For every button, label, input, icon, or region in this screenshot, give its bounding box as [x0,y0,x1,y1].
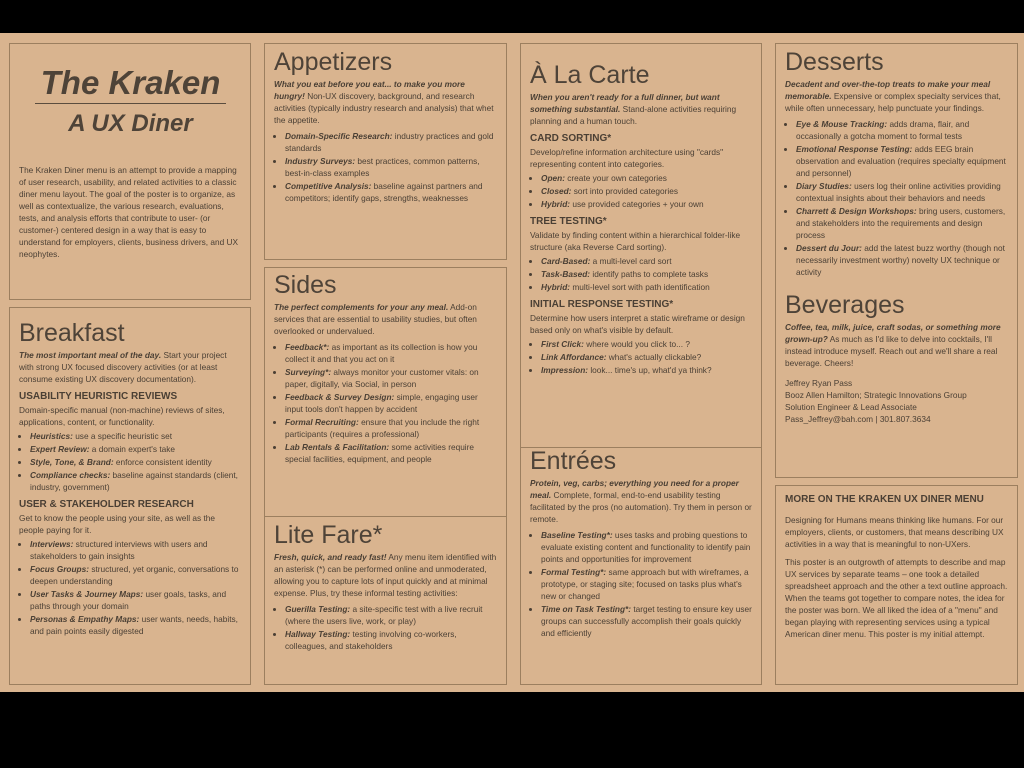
lite-fare-tagline-text: Any menu item identified with an asterisk (*) can be performed online and unmoderated, allowing you to capture lots of input quickly and at minimal expense. Plus, try these informal testing activities: [274,552,497,598]
desserts-item [796,242,1009,278]
sides-item-name: Feedback*: [285,342,330,352]
breakfast-subsection-heading: USER & STAKEHOLDER RESEARCH [19,499,194,510]
a-la-carte-item-text: look... time's up, what'd ya think? [588,365,712,375]
a-la-carte-item [541,172,753,184]
breakfast-item-text: a domain expert's take [89,444,176,454]
a-la-carte-panel [520,43,762,448]
lite-fare-item [285,603,498,627]
a-la-carte-subsection-desc: Develop/refine information architecture using "cards" representing content into categories. [530,147,724,169]
breakfast-item-name: Style, Tone, & Brand: [30,457,114,467]
contact-block [785,377,1009,425]
entrees-item [541,529,753,565]
appetizers-item-text: best practices, common patterns, best-in-class examples [285,156,480,178]
a-la-carte-item [541,255,753,267]
intro-panel [9,43,251,300]
breakfast-subsections [19,391,242,637]
desserts-panel [775,43,1018,478]
breakfast-subsection-list [19,538,242,637]
lite-fare-item-name: Hallway Testing: [285,629,351,639]
breakfast-subsection-heading: USABILITY HEURISTIC REVIEWS [19,391,178,402]
breakfast-item-name: Compliance checks: [30,470,111,480]
poster-title: The Kraken [40,64,221,101]
appetizers-item [285,130,498,154]
desserts-item-text: adds EEG brain observation and evaluation (requires specialty equipment and personnel) [796,144,1006,178]
lite-fare-item-name: Guerilla Testing: [285,604,351,614]
title-divider [35,103,226,104]
breakfast-item-text: user goals, tasks, and paths through your domain [30,589,227,611]
contact-email-phone: Pass_Jeffrey@bah.com | 301.807.3634 [785,414,931,424]
breakfast-item [30,538,242,562]
breakfast-item-text: structured interviews with users and stakeholders to gain insights [30,539,208,561]
entrees-item-text: same approach but with wireframes, a prototype, or staging site; focused on tasks plus what's new or changed [541,567,749,601]
entrees-tagline-text: Complete, formal, end-to-end usability testing facilitated by the pros (no automation). Try them in person or remote. [530,490,752,524]
a-la-carte-tagline-bold: When you aren't ready for a full dinner, but want something substantial. [530,92,720,114]
sides-item-text: as important as its collection is how you collect it and that you act on it [285,342,478,364]
a-la-carte-item-name: Closed: [541,186,572,196]
desserts-item-name: Eye & Mouse Tracking: [796,119,888,129]
a-la-carte-subsections [530,133,753,376]
desserts-item [796,118,1009,142]
desserts-tagline [785,78,1009,114]
a-la-carte-subsection-desc: Validate by finding content within a hierarchical folder-like structure (aka Reverse Card sorting). [530,230,741,252]
desserts-item-text: users log their online activities providing contextual insights about their behaviors and needs [796,181,1001,203]
breakfast-item [30,469,242,493]
appetizers-item-name: Industry Surveys: [285,156,356,166]
entrees-tagline [530,477,753,525]
a-la-carte-item-name: Open: [541,173,565,183]
a-la-carte-tagline-text: Stand-alone activities requiring planning and a human touch. [530,104,737,126]
appetizers-item-text: baseline against partners and competitors; identify gaps, strengths, weaknesses [285,181,483,203]
more-info-paragraph-2: This poster is an outgrowth of attempts to describe and map UX services by separate teams – one took a detailed spreadsheet approach and the other a text outline approach. When the teams got together to compare notes, the idea for the poster was born. We all liked the idea of a "menu" and began playing with representing services using a typical American diner menu. This poster is my initial attempt. [785,557,1008,639]
a-la-carte-subsection-list [530,255,753,293]
a-la-carte-item-name: Link Affordance: [541,352,607,362]
beverages-title: Beverages [785,291,905,319]
breakfast-tagline-text: Start your project with strong UX focused discovery activities (or at least consume existing UX discovery documentation). [19,350,227,384]
lite-fare-item [285,628,498,652]
breakfast-item-text: structured, yet organic, conversations to deepen understanding [30,564,239,586]
sides-title: Sides [274,271,337,299]
desserts-item-text: bring users, customers, and stakeholders into the requirements and design process [796,206,1006,240]
breakfast-item [30,613,242,637]
beverages-tagline [785,321,1009,369]
a-la-carte-item-name: Hybrid: [541,282,571,292]
appetizers-tagline [274,78,498,126]
breakfast-tagline [19,349,242,385]
a-la-carte-item-name: Hybrid: [541,199,571,209]
breakfast-subsection-list [19,430,242,493]
entrees-item-name: Baseline Testing*: [541,530,613,540]
appetizers-title: Appetizers [274,48,393,76]
sides-item-text: ensure that you include the right participants (requires a professional) [285,417,480,439]
a-la-carte-subsection-heading: TREE TESTING* [530,216,607,227]
a-la-carte-item [541,281,753,293]
sides-tagline-bold: The perfect complements for your any meal. [274,302,449,312]
entrees-panel [520,448,762,685]
desserts-tagline-bold: Decadent and over-the-top treats to make your meal memorable. [785,79,991,101]
breakfast-title: Breakfast [19,319,125,347]
entrees-list [530,529,753,639]
desserts-item-name: Charrett & Design Workshops: [796,206,917,216]
breakfast-item-name: Expert Review: [30,444,90,454]
breakfast-item-text: enforce consistent identity [113,457,212,467]
contact-role: Solution Engineer & Lead Associate [785,402,917,412]
a-la-carte-item-text: what's actually clickable? [606,352,702,362]
appetizers-item-name: Competitive Analysis: [285,181,372,191]
a-la-carte-subsection-desc: Determine how users interpret a static wireframe or design based only on what's visible by default. [530,313,745,335]
a-la-carte-item-name: Impression: [541,365,589,375]
breakfast-subsection-desc: Get to know the people using your site, as well as the people paying for it. [19,513,216,535]
sides-item-text: simple, engaging user input tools don't happen by accident [285,392,478,414]
a-la-carte-tagline [530,91,753,127]
lite-fare-title: Lite Fare* [274,521,383,549]
entrees-item-text: uses tasks and probing questions to evaluate existing content and functionality to identify pain points and opportunities for improvement [541,530,751,564]
breakfast-item [30,443,242,455]
a-la-carte-item-text: multi-level sort with path identification [570,282,710,292]
breakfast-subsection-desc: Domain-specific manual (non-machine) reviews of sites, applications, content, or functionality. [19,405,225,427]
desserts-item [796,143,1009,179]
entrees-item [541,566,753,602]
sides-item-name: Feedback & Survey Design: [285,392,395,402]
more-info-paragraph-1: Designing for Humans means thinking like humans. For our employers, clients, or customers, that means describing UX activities in a way that is meaningful to non-UXers. [785,515,1004,549]
a-la-carte-item [541,268,753,280]
lite-fare-tagline-bold: Fresh, quick, and ready fast! [274,552,387,562]
lite-fare-tagline [274,551,498,599]
desserts-item-text: adds drama, flair, and occasionally a gotcha moment to formal tests [796,119,970,141]
breakfast-item-text: user wants, needs, habits, and pain points easily digested [30,614,238,636]
a-la-carte-subsection-heading: INITIAL RESPONSE TESTING* [530,299,674,310]
a-la-carte-item-name: First Click: [541,339,584,349]
diner-menu-poster [0,33,1024,692]
sides-tagline [274,301,498,337]
a-la-carte-subsection-list [530,338,753,376]
sides-item [285,441,498,465]
a-la-carte-item-name: Card-Based: [541,256,591,266]
a-la-carte-item-name: Task-Based: [541,269,591,279]
breakfast-item-name: User Tasks & Journey Maps: [30,589,144,599]
a-la-carte-item-text: a multi-level card sort [590,256,672,266]
intro-text: The Kraken Diner menu is an attempt to provide a mapping of user research, usability, and related activities to a classic diner menu layout. The goal of the poster is to organize, as well as contextualize, the various research, evaluations, tests, and analysis efforts that contribute to user- (or customer-) centered design in a way that is easy to understand for employers, clients, business drivers, and UX neophytes. [19,165,239,259]
a-la-carte-item [541,198,753,210]
breakfast-item-name: Personas & Empathy Maps: [30,614,140,624]
appetizers-item-text: industry practices and gold standards [285,131,494,153]
sides-item-name: Formal Recruiting: [285,417,359,427]
breakfast-panel [9,307,251,685]
a-la-carte-item [541,364,753,376]
breakfast-item-name: Focus Groups: [30,564,90,574]
breakfast-item [30,430,242,442]
a-la-carte-item-text: identify paths to complete tasks [590,269,709,279]
a-la-carte-item [541,338,753,350]
sides-item [285,391,498,415]
contact-name: Jeffrey Ryan Pass [785,378,853,388]
a-la-carte-item-text: use provided categories + your own [570,199,704,209]
a-la-carte-subsection-list [530,172,753,210]
contact-org: Booz Allen Hamilton; Strategic Innovations Group [785,390,967,400]
appetizers-tagline-bold: What you eat before you eat... to make you more hungry! [274,79,465,101]
entrees-tagline-bold: Protein, veg, carbs; everything you need for a proper meal. [530,478,739,500]
appetizers-item [285,155,498,179]
entrees-item-text: target testing to ensure key user groups can successfully accomplish their goals quickly and efficiently [541,604,752,638]
desserts-title: Desserts [785,48,884,76]
entrees-title: Entrées [530,448,617,475]
appetizers-list [274,130,498,204]
breakfast-item-text: use a specific heuristic set [72,431,173,441]
desserts-item-text: add the latest buzz worthy (though not necessarily investment worthy) novelty UX technique or activity [796,243,1005,277]
breakfast-item [30,588,242,612]
more-info-heading: MORE ON THE KRAKEN UX DINER MENU [785,494,984,505]
breakfast-item [30,563,242,587]
sides-item [285,366,498,390]
a-la-carte-subsection-heading: CARD SORTING* [530,133,612,144]
appetizers-item-name: Domain-Specific Research: [285,131,393,141]
sides-item-text: some activities require special facilities, equipment, and people [285,442,475,464]
desserts-tagline-text: Expensive or complex specialty services that, while often unnecessary, help punctuate your findings. [785,91,1001,113]
beverages-tagline-text: As much as I'd like to delve into cocktails, I'll instead introduce myself. Reach out and we'll share a real beverage. Cheers! [785,334,998,368]
breakfast-item-name: Heuristics: [30,431,73,441]
sides-item-name: Surveying*: [285,367,332,377]
sides-list [274,341,498,465]
sides-item [285,341,498,365]
desserts-list [785,118,1009,278]
desserts-item-name: Emotional Response Testing: [796,144,913,154]
entrees-item-name: Formal Testing*: [541,567,607,577]
breakfast-item-text: baseline against standards (client, industry, government) [30,470,238,492]
desserts-item [796,205,1009,241]
entrees-item [541,603,753,639]
breakfast-tagline-bold: The most important meal of the day. [19,350,162,360]
entrees-item-name: Time on Task Testing*: [541,604,632,614]
sides-panel [264,267,507,517]
sides-item [285,416,498,440]
sides-tagline-text: Add-on services that are essential to usability studies, but often overlooked or undervalued. [274,302,477,336]
appetizers-item [285,180,498,204]
desserts-item-name: Diary Studies: [796,181,852,191]
lite-fare-item-text: testing involving co-workers, colleagues, and stakeholders [285,629,457,651]
poster-subtitle: A UX Diner [68,110,193,137]
a-la-carte-item-text: sort into provided categories [571,186,678,196]
appetizers-tagline-text: Non-UX discovery, background, and research activities (typically industry research and analysis) that whet the appetite. [274,91,494,125]
a-la-carte-item [541,185,753,197]
a-la-carte-item-text: where would you click to... ? [583,339,690,349]
a-la-carte-item [541,351,753,363]
a-la-carte-title: À La Carte [530,61,650,89]
desserts-item [796,180,1009,204]
lite-fare-list [274,603,498,652]
sides-item-name: Lab Rentals & Facilitation: [285,442,390,452]
breakfast-item-name: Interviews: [30,539,74,549]
lite-fare-item-text: a site-specific test with a live recruit (where the users live, work, or play) [285,604,483,626]
more-info-panel [775,485,1018,685]
lite-fare-panel [264,517,507,685]
desserts-item-name: Dessert du Jour: [796,243,862,253]
sides-item-text: always monitor your customer vitals: on paper, digitally, via Social, in person [285,367,479,389]
breakfast-item [30,456,242,468]
beverages-tagline-bold: Coffee, tea, milk, juice, craft sodas, or something more grown-up? [785,322,1001,344]
appetizers-panel [264,43,507,260]
a-la-carte-item-text: create your own categories [564,173,667,183]
